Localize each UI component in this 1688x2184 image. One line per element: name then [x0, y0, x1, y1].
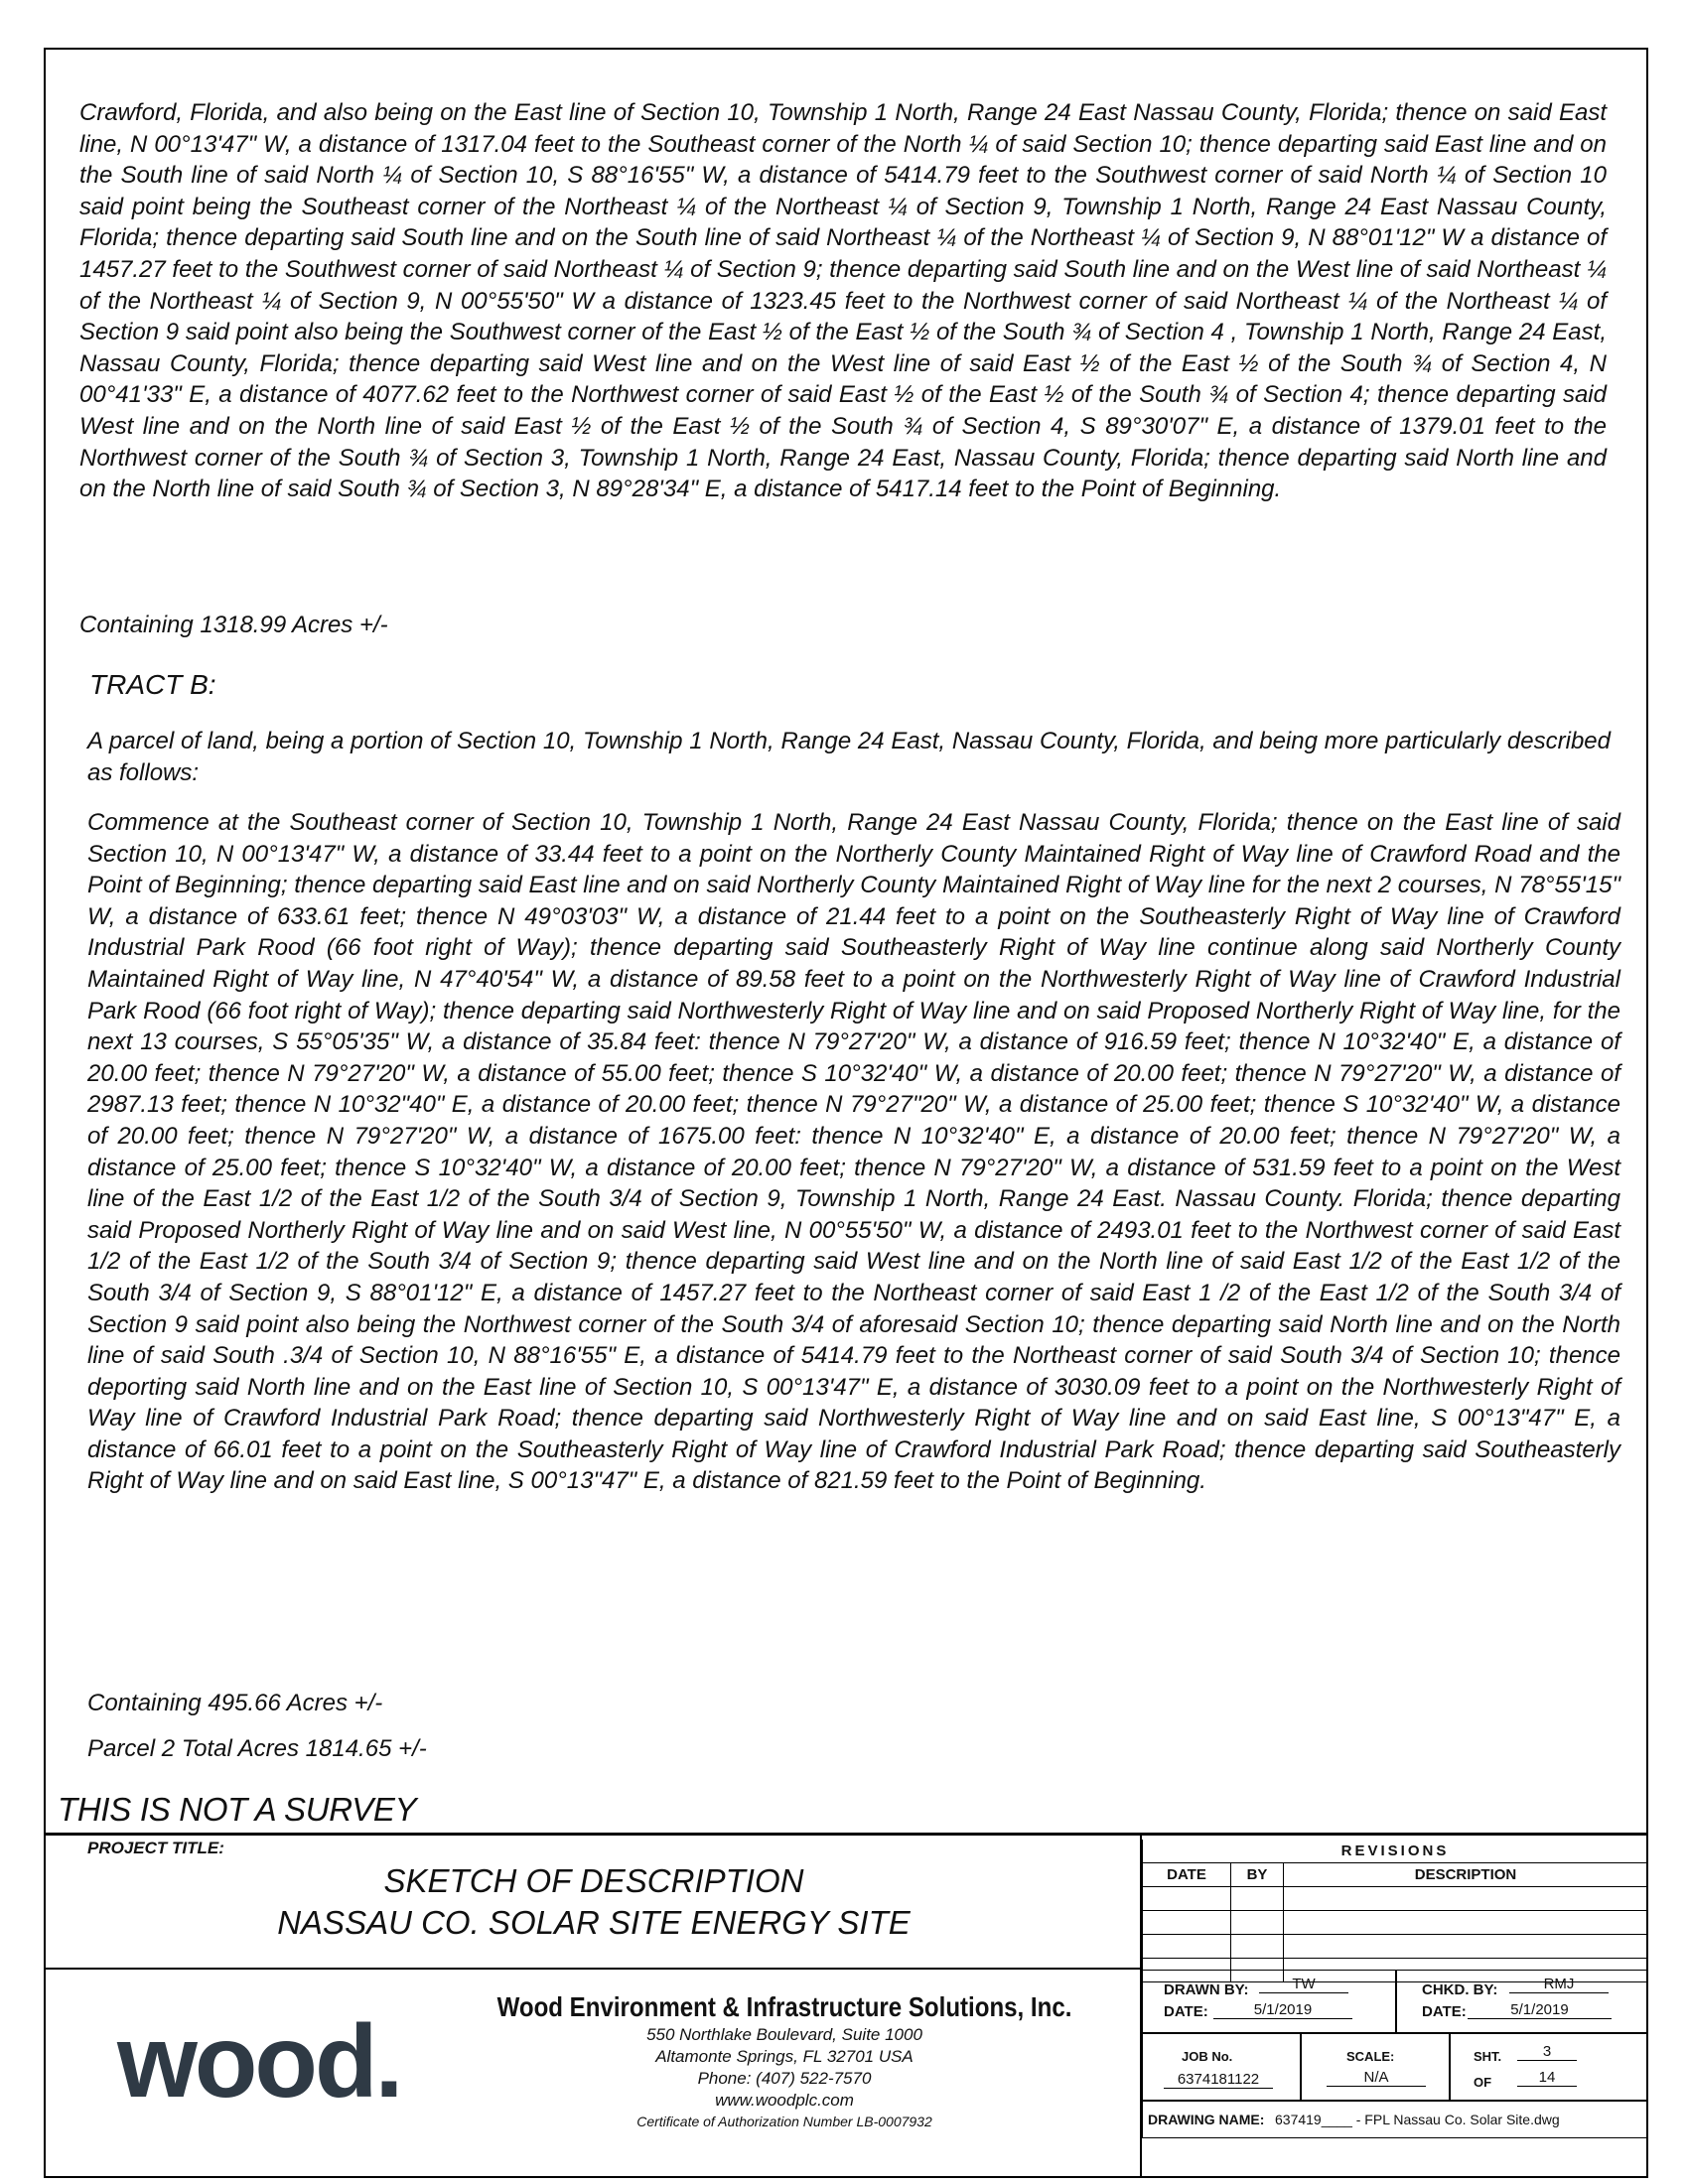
project-title-line1: SKETCH OF DESCRIPTION [383, 1862, 804, 1899]
revision-cell [1284, 1935, 1648, 1959]
revision-cell [1284, 1911, 1648, 1935]
company-address-2: Altamonte Springs, FL 32701 USA [655, 2047, 914, 2066]
scale-label: SCALE: [1346, 2049, 1395, 2064]
sheet-of-value: 14 [1517, 2069, 1577, 2087]
revision-cell [1143, 1911, 1231, 1935]
company-website: www.woodplc.com [715, 2091, 854, 2110]
scale-value: N/A [1327, 2069, 1426, 2087]
checked-by-value: RMJ [1509, 1976, 1609, 1993]
drawn-date-value: 5/1/2019 [1213, 2001, 1352, 2019]
job-box [1142, 2033, 1301, 2101]
tract-b-intro: A parcel of land, being a portion of Section 10, Township 1 North, Range 24 East, Nassau County, Florida, and being more particularly described as follows: [87, 728, 1611, 786]
checked-date-label: DATE: [1422, 2003, 1467, 2020]
scale-box [1301, 2033, 1450, 2101]
revision-cell [1143, 1935, 1231, 1959]
drawn-date-label: DATE: [1164, 2003, 1208, 2020]
tract-b-heading: TRACT B: [89, 669, 216, 700]
checked-by-label: CHKD. BY: [1422, 1981, 1498, 1998]
certificate-of-authorization: Certificate of Authorization Number LB-0007932 [636, 2114, 932, 2129]
tract-b-description: Commence at the Southeast corner of Section 10, Township 1 North, Range 24 East Nassau County, Florida; thence on the East line of said Section 10, N 00°13'47" W, a distance of 33.44 feet to a point on the Northerly County Maintained Right of Way line of Crawford Road and the Point of Beginning; thence departing said East line and on said Northerly County Maintained Right of Way line for the next 2 courses, N 78°55'15" W, a distance of 633.61 feet; thence N 49°03'03" W, a distance of 21.44 feet to a point on the Southeasterly Right of Way line of Crawford Industrial Park Rood (66 foot right of Way); thence departing said Southeasterly Right of Way line continue along said Northerly County Maintained Right of Way line, N 47°40'54" W, a distance of 89.58 feet to a point on the Northwesterly Right of Way line of Crawford Industrial Park Rood (66 foot right of Way); thence departing said Northwesterly Right of Way line and on said Proposed Northerly Right of Way line, for the next 13 courses, S 55°05'35" W, a distance of 35.84 feet: thence N 79°27'20" W, a distance of 916.59 feet; thence N 10°32'40" E, a distance of 20.00 feet; thence N 79°27'20" W, a distance of 55.00 feet; thence S 10°32'40" W, a distance of 20.00 feet; thence N 79°27'20" W, a distance of 2987.13 feet; thence N 10°32"40" E, a distance of 20.00 feet; thence N 79°27"20" W, a distance of 25.00 feet; thence S 10°32'40" W, a distance of 20.00 feet; thence N 79°27'20" W, a distance of 1675.00 feet: thence N 10°32'40" E, a distance of 20.00 feet; thence N 79°27'20" W, a distance of 25.00 feet; thence S 10°32'40" W, a distance of 20.00 feet; thence N 79°27'20" W, a distance of 531.59 feet to a point on the West line of the East 1/2 of the East 1/2 of the South 3/4 of Section 9, Township 1 North, Range 24 East. Nassau County. Florida; thence departing said Proposed Northerly Right of Way line and on said West line, N 00°55'50" W, a distance of 2493.01 feet to the Northwest corner of said East 1/2 of the East 1/2 of the South 3/4 of Section 9; thence departing said West line and on the North line of said East 1/2 of the East 1/2 of the South 3/4 of Section 9, S 88°01'12" E, a distance of 1457.27 feet to the Northeast corner of said East 1 /2 of the East 1/2 of the South 3/4 of Section 9 said point also being the Northwest corner of the South 3/4 of aforesaid Section 10; thence departing said North line and on the North line of said South .3/4 of Section 10, N 88°16'55" E, a distance of 5414.79 feet to the Northeast corner of said South 3/4 of Section 10; thence deporting said North line and on the East line of Section 10, S 00°13'47" E, a distance of 3030.09 feet to a point on the Northwesterly Right of Way line of Crawford Industrial Park Road; thence departing said Northwesterly Right of Way line and on said East line, S 00°13"47" E, a distance of 66.01 feet to a point on the Southeasterly Right of Way line of Crawford Industrial Park Road; thence departing said Southeasterly Right of Way line and on said East line, S 00°13"47" E, a distance of 821.59 feet to the Point of Beginning. [87, 809, 1620, 1495]
company-address-1: 550 Northlake Boulevard, Suite 1000 [646, 2025, 922, 2044]
project-title-label: PROJECT TITLE: [87, 1839, 224, 1857]
wood-logo: wood. [117, 2004, 401, 2119]
job-no-value: 6374181122 [1164, 2071, 1273, 2089]
revisions-col-description: DESCRIPTION [1284, 1863, 1648, 1887]
revision-cell [1231, 1911, 1284, 1935]
revision-cell [1143, 1887, 1231, 1911]
drawn-by-value: TW [1259, 1976, 1348, 1993]
revision-cell [1284, 1887, 1648, 1911]
revisions-col-date: DATE [1143, 1863, 1231, 1887]
parcel-total-acreage: Parcel 2 Total Acres 1814.65 +/- [87, 1735, 427, 1762]
company-phone: Phone: (407) 522-7570 [697, 2069, 872, 2088]
revision-cell [1231, 1887, 1284, 1911]
sheet-label: SHT. [1474, 2049, 1502, 2064]
drawing-name-value: 637419____ - FPL Nassau Co. Solar Site.dwg [1275, 2112, 1560, 2127]
sheet-of-label: OF [1474, 2075, 1492, 2090]
revisions-col-by: BY [1231, 1863, 1284, 1887]
revisions-title: REVISIONS [1143, 1840, 1648, 1863]
revisions-table [1142, 1840, 1648, 1982]
tract-a-continued-text: Crawford, Florida, and also being on the East line of Section 10, Township 1 North, Range 24 East Nassau County, Florida; thence on said East line, N 00°13'47" W, a distance of 1317.04 feet to the Southeast corner of the North ¼ of said Section 10; thence departing said East line and on the South line of said North ¼ of Section 10, S 88°16'55" W, a distance of 5414.79 feet to the Southwest corner of said North ¼ of Section 10 said point being the Southeast corner of the Northeast ¼ of the Northeast ¼ of Section 9, Township 1 North, Range 24 East Nassau County, Florida; thence departing said South line and on the South line of said Northeast ¼ of the Northeast ¼ of Section 9, N 88°01'12" W a distance of 1457.27 feet to the Southwest corner of said Northeast ¼ of Section 9; thence departing said South line and on the West line of said Northeast ¼ of the Northeast ¼ of Section 9, N 00°55'50" W a distance of 1323.45 feet to the Northwest corner of said Northeast ¼ of the Northeast ¼ of Section 9 said point also being the Southwest corner of the East ½ of the East ½ of the South ¾ of Section 4 , Township 1 North, Range 24 East, Nassau County, Florida; thence departing said West line and on the West line of said East ½ of the East ½ of the South ¾ of Section 4, N 00°41'33" E, a distance of 4077.62 feet to the Northwest corner of said East ½ of the East ½ of the South ¾ of Section 4; thence departing said West line and on the North line of said East ½ of the East ½ of the South ¾ of Section 4, S 89°30'07" E, a distance of 1379.01 feet to the Northwest corner of the South ¾ of Section 3, Township 1 North, Range 24 East, Nassau County, Florida; thence departing said North line and on the North line of said South ¾ of Section 3, N 89°28'34" E, a distance of 5417.14 feet to the Point of Beginning. [79, 99, 1607, 503]
not-a-survey-notice: THIS IS NOT A SURVEY [58, 1791, 417, 1828]
revision-cell [1231, 1935, 1284, 1959]
sheet-value: 3 [1517, 2043, 1577, 2061]
company-name: Wood Environment & Infrastructure Solutions, Inc. [496, 1991, 1072, 2022]
title-block-hrule [44, 1968, 1142, 1970]
project-title-line2: NASSAU CO. SOLAR SITE ENERGY SITE [277, 1904, 911, 1941]
drawing-name-label: DRAWING NAME: [1148, 2112, 1265, 2127]
drawn-by-label: DRAWN BY: [1164, 1981, 1249, 1998]
job-no-label: JOB No. [1182, 2049, 1233, 2064]
tract-a-acreage: Containing 1318.99 Acres +/- [79, 612, 388, 638]
checked-date-value: 5/1/2019 [1468, 2001, 1612, 2019]
tract-b-acreage: Containing 495.66 Acres +/- [87, 1690, 383, 1716]
